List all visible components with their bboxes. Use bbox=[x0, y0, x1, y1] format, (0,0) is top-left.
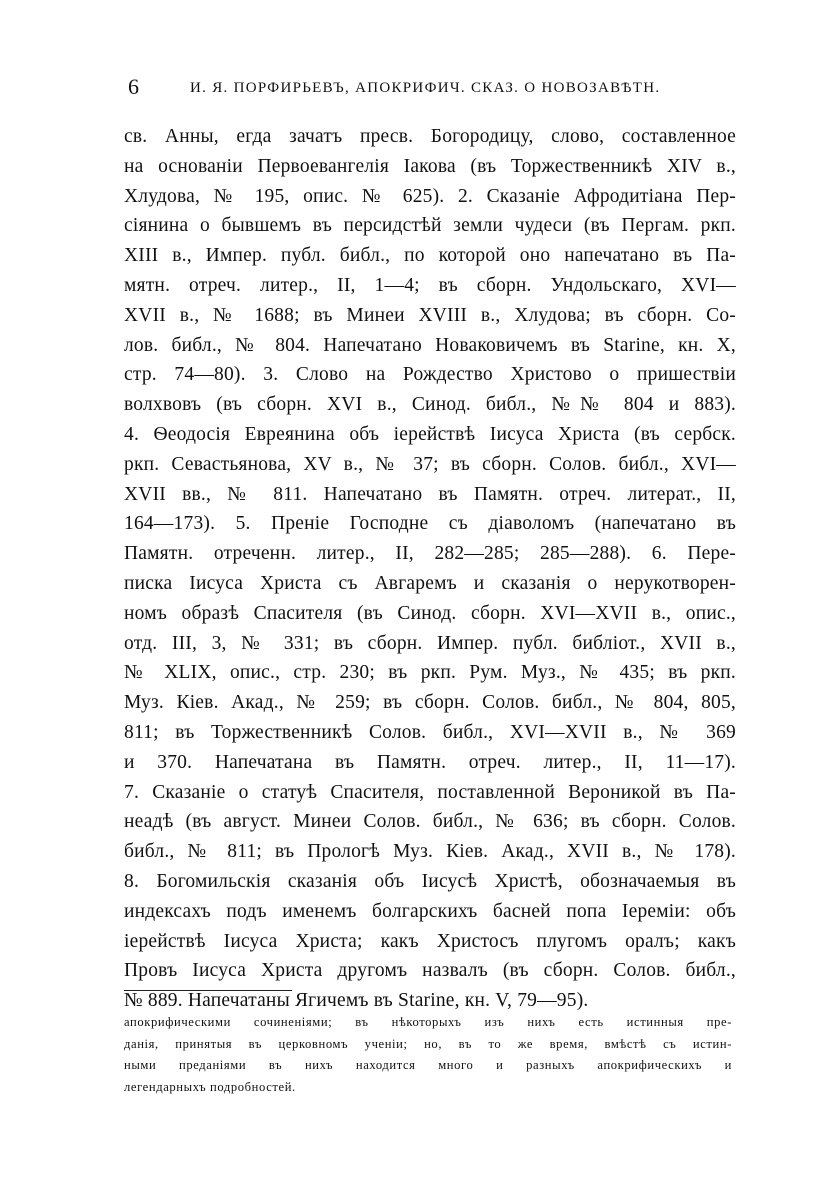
footnote-line: легендарныхъ подробностей. bbox=[124, 1079, 296, 1094]
page-number: 6 bbox=[128, 74, 139, 99]
running-head: И. Я. ПОРФИРЬЕВЪ, АПОКРИФИЧ. СКАЗ. О НОВОЗАВѢТН. bbox=[190, 80, 661, 96]
text-line: и 370. Напечатана въ Памятн. отреч. литер., II, 11—17). bbox=[124, 751, 736, 773]
page-header bbox=[124, 74, 684, 102]
text-line: писка Іисуса Христа съ Авгаремъ и сказанія о нерукотворен- bbox=[124, 572, 736, 594]
text-line: Памятн. отреченн. литер., II, 282—285; 285—288). 6. Пере- bbox=[124, 543, 736, 565]
text-line: 4. Ѳеодосія Евреянина объ іерействѣ Іисуса Христа (въ сербск. bbox=[124, 423, 736, 445]
footnote-separator bbox=[124, 990, 292, 991]
text-line: сіянина о бывшемъ въ персидстѣй земли чудеси (въ Пергам. ркп. bbox=[124, 215, 736, 237]
text-line: библ., № 811; въ Прологѣ Муз. Кіев. Акад., XVII в., № 178). bbox=[124, 841, 736, 863]
footnote bbox=[124, 1012, 732, 1098]
text-line: XIII в., Импер. публ. библ., по которой оно напечатано въ Па- bbox=[124, 245, 736, 267]
text-line: № 889. Напечатаны Ягичемъ въ Starine, кн. V, 79—95). bbox=[124, 990, 589, 1012]
text-line: номъ образѣ Спасителя (въ Синод. сборн. XVI—XVII в., опис., bbox=[124, 602, 736, 624]
text-line: св. Анны, егда зачатъ пресв. Богородицу, слово, составленное bbox=[124, 126, 736, 147]
text-line: 8. Богомильскія сказанія объ Іисусѣ Христѣ, обозначаемыя въ bbox=[124, 870, 736, 892]
text-line: лов. библ., № 804. Напечатано Новаковичемъ въ Starine, кн. X, bbox=[124, 334, 736, 356]
text-line: неадѣ (въ август. Минеи Солов. библ., № 636; въ сборн. Солов. bbox=[124, 811, 736, 833]
text-line: Муз. Кіев. Акад., № 259; въ сборн. Солов. библ., № 804, 805, bbox=[124, 692, 736, 714]
text-line: 811; въ Торжественникѣ Солов. библ., XVI—XVII в., № 369 bbox=[124, 721, 736, 743]
footnote-line: данія, принятыя въ церковномъ ученіи; но, въ то же время, вмѣстѣ съ истин- bbox=[124, 1036, 732, 1051]
footnote-line: ными преданіями въ нихъ находится много и разныхъ апокрифическихъ и bbox=[124, 1058, 732, 1073]
text-line: мятн. отреч. литер., II, 1—4; въ сборн. Ундольскаго, XVI— bbox=[124, 274, 736, 296]
text-line: 7. Сказаніе о статуѣ Спасителя, поставленной Вероникой въ Па- bbox=[124, 781, 736, 803]
text-line: Провъ Іисуса Христа другомъ назвалъ (въ сборн. Солов. библ., bbox=[124, 960, 736, 982]
footnote-line: апокрифическими сочиненіями; въ нѣкоторыхъ изъ нихъ есть истинныя пре- bbox=[124, 1015, 732, 1029]
text-line: волхвовъ (въ сборн. XVI в., Синод. библ., №№ 804 и 883). bbox=[124, 394, 736, 416]
main-text bbox=[124, 122, 736, 1016]
text-line: 164—173). 5. Преніе Господне съ діаволомъ (напечатано въ bbox=[124, 513, 736, 535]
text-line: № XLIX, опис., стр. 230; въ ркп. Рум. Муз., № 435; въ ркп. bbox=[124, 662, 736, 684]
text-line: XVII в., № 1688; въ Минеи XVIII в., Хлудова; въ сборн. Со- bbox=[124, 304, 736, 326]
text-line: стр. 74—80). 3. Слово на Рождество Христово о пришествіи bbox=[124, 364, 736, 386]
text-line: ркп. Севастьянова, XV в., № 37; въ сборн. Солов. библ., XVI— bbox=[124, 453, 736, 475]
text-line: Хлудова, № 195, опис. № 625). 2. Сказаніе Афродитіана Пер- bbox=[124, 185, 736, 207]
text-line: индексахъ подъ именемъ болгарскихъ басней попа Іереміи: объ bbox=[124, 900, 736, 922]
text-line: XVII вв., № 811. Напечатано въ Памятн. отреч. литерат., II, bbox=[124, 483, 736, 505]
text-line: на основаніи Первоевангелія Іакова (въ Торжественникѣ XIV в., bbox=[124, 155, 736, 177]
text-line: іерействѣ Іисуса Христа; какъ Христосъ плугомъ оралъ; какъ bbox=[124, 930, 736, 952]
text-line: отд. III, 3, № 331; въ сборн. Импер. публ. библіот., XVII в., bbox=[124, 632, 736, 654]
